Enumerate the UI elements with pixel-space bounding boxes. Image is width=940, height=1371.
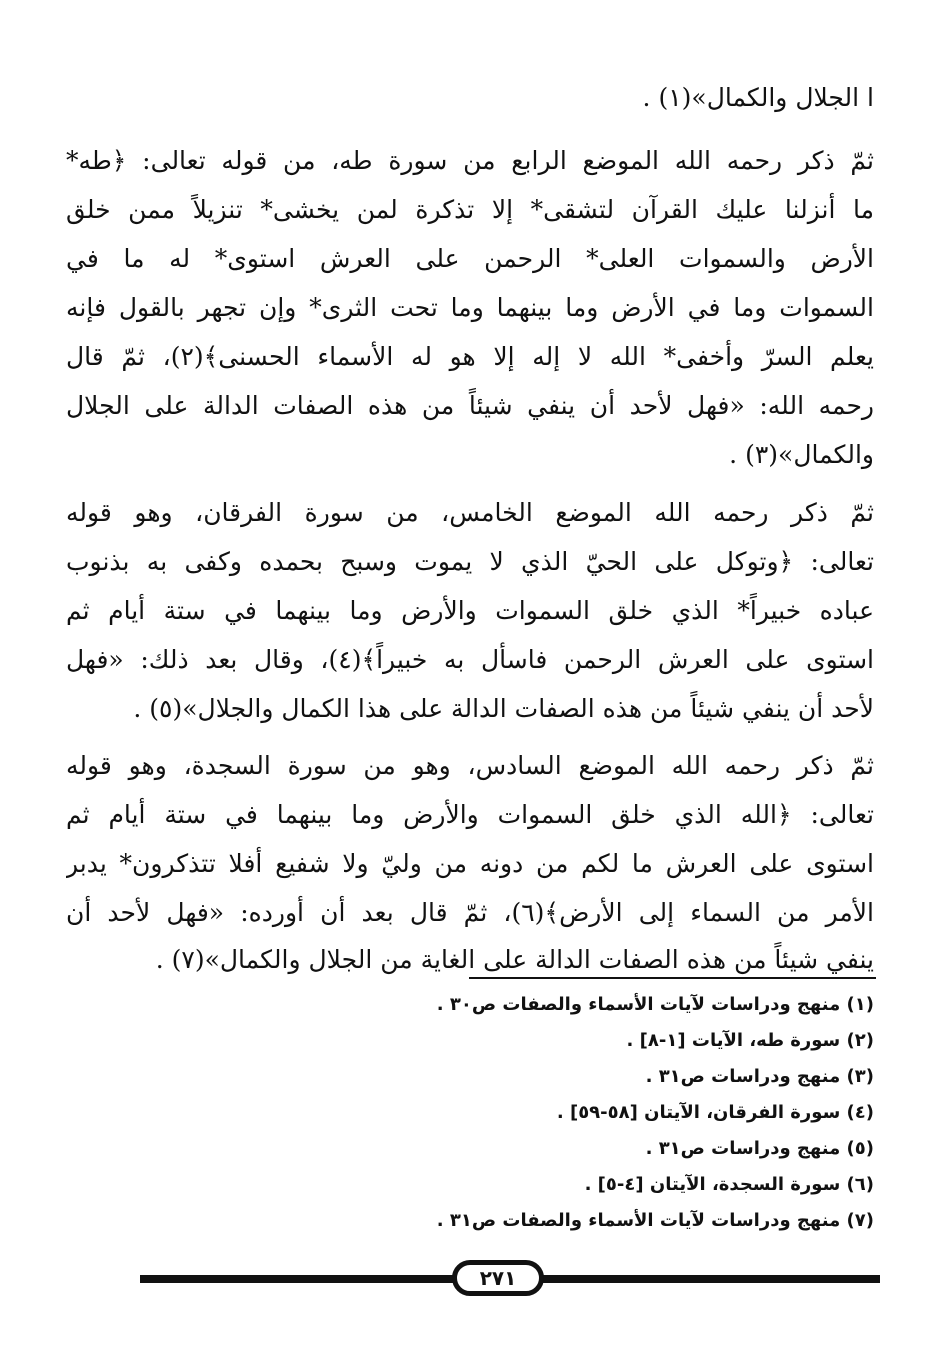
body-line: تعالى: ﴿وتوكل على الحيّ الذي لا يموت وسبح بحمده وكفى به بذنوب (66, 547, 874, 576)
page-number-text: ٢٧١ (479, 1266, 517, 1290)
body-line: تعالى: ﴿الله الذي خلق السموات والأرض وما بينهما في ستة أيام ثم (66, 800, 874, 829)
body-line: ثمّ ذكر رحمه الله الموضع الرابع من سورة طه، من قوله تعالى: ﴿طه* (66, 146, 874, 175)
page-number (452, 1260, 544, 1296)
body-line: ثمّ ذكر رحمه الله الموضع السادس، وهو من سورة السجدة، وهو قوله (66, 751, 874, 780)
body-line: ا الجلال والكمال»(١) . (642, 83, 874, 112)
footnote: (٢) سورة طه، الآيات [١-٨] . (626, 1030, 874, 1051)
footnote: (٧) منهج ودراسات لآيات الأسماء والصفات ص٣١ . (436, 1210, 874, 1231)
body-line: عباده خبيراً* الذي خلق السموات والأرض وما بينهما في ستة أيام ثم (66, 596, 874, 625)
body-line: لأحد أن ينفي شيئاً من هذه الصفات الدالة على هذا الكمال والجلال»(٥) . (133, 694, 874, 723)
page-number-bar-right (538, 1275, 880, 1283)
page-number-bar-left (140, 1275, 458, 1283)
body-line: السموات وما في الأرض وما بينهما وما تحت الثرى* وإن تجهر بالقول فإنه (66, 293, 874, 322)
footnote: (٤) سورة الفرقان، الآيتان [٥٨-٥٩] . (556, 1102, 874, 1123)
footnote-separator (469, 977, 876, 979)
body-line: استوى على العرش الرحمن فاسأل به خبيراً﴾(٤)، وقال بعد ذلك: «فهل (66, 645, 874, 674)
body-line: والكمال»(٣) . (729, 440, 874, 469)
body-line: ينفي شيئاً من هذه الصفات الدالة على الغاية من الجلال والكمال»(٧) . (155, 945, 874, 974)
body-line: الأمر من السماء إلى الأرض﴾(٦)، ثمّ قال بعد أن أورده: «فهل لأحد أن (66, 898, 874, 927)
footnote: (٦) سورة السجدة، الآيتان [٤-٥] . (584, 1174, 874, 1195)
footnote: (٥) منهج ودراسات ص٣١ . (645, 1138, 874, 1159)
body-line: ما أنزلنا عليك القرآن لتشقى* إلا تذكرة لمن يخشى* تنزيلاً ممن خلق (66, 195, 874, 224)
body-line: الأرض والسموات العلى* الرحمن على العرش استوى* له ما في (66, 244, 874, 273)
footnote: (٣) منهج ودراسات ص٣١ . (645, 1066, 874, 1087)
body-line: يعلم السرّ وأخفى* الله لا إله إلا هو له الأسماء الحسنى﴾(٢)، ثمّ قال (66, 342, 874, 371)
footnote: (١) منهج ودراسات لآيات الأسماء والصفات ص٣٠ . (436, 994, 874, 1015)
body-line: ثمّ ذكر رحمه الله الموضع الخامس، من سورة الفرقان، وهو قوله (66, 498, 874, 527)
body-line: رحمه الله: «فهل لأحد أن ينفي شيئاً من هذه الصفات الدالة على الجلال (66, 391, 874, 420)
body-line: استوى على العرش ما لكم من دونه من وليّ ولا شفيع أفلا تتذكرون* يدبر (66, 849, 874, 878)
